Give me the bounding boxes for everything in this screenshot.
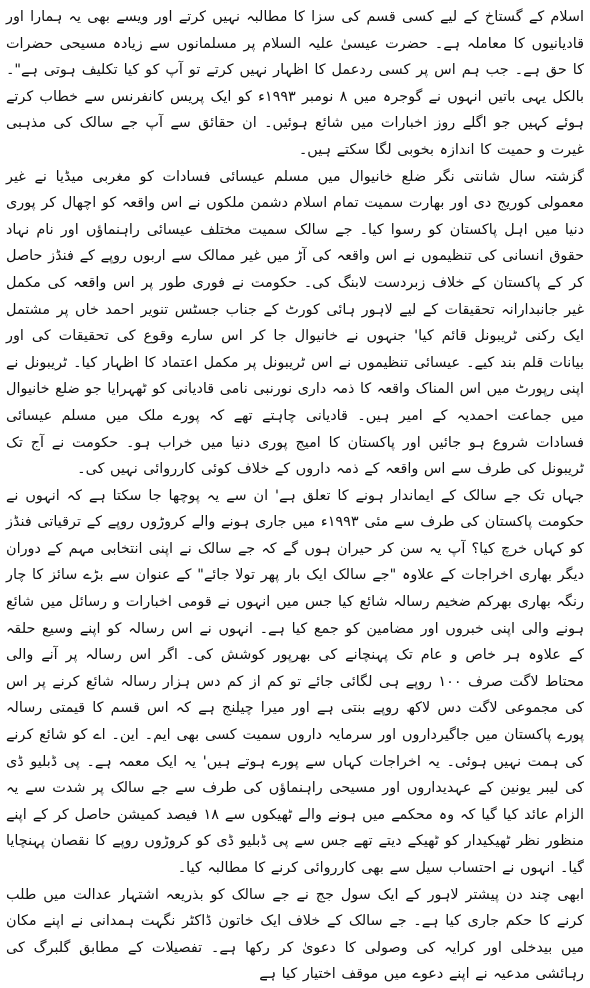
paragraph: جہاں تک جے سالک کے ایماندار ہونے کا تعلق ہے' ان سے یہ پوچھا جا سکتا ہے کہ انہوں نے حکومت پاکستان کی طرف سے مئی ۱۹۹۳ء میں جاری ہونے والے کروڑوں روپے کے ترقیاتی فنڈز کو کہاں خرچ کیا؟ آپ یہ سن کر حیران ہوں گے کہ جے سالک نے اپنی انتخابی مہم کے دوران دیگر بھاری اخراجات کے علاوہ "جے سالک ایک بار پھر تولا جائے" کے عنوان سے بڑے سائز کا چار رنگہ بھاری بھرکم ضخیم رسالہ شائع کیا جس میں انہوں نے قومی اخبارات و رسائل میں شائع ہونے والی اپنی خبروں اور مضامین کو جمع کیا ہے۔ انہوں نے اس رسالہ کو اپنے وسیع حلقہ کے علاوہ ہر خاص و عام تک پہنچانے کی بھرپور کوشش کی۔ اگر اس رسالہ پر آنے والی محتاط لاگت صرف ۱۰۰ روپے ہی لگائی جائے تو کم از کم دس ہزار رسالہ شائع کرنے پر اس کی مجموعی لاگت دس لاکھ روپے بنتی ہے اور میرا چیلنج ہے کہ اس قسم کا قیمتی رسالہ پورے پاکستان میں جاگیرداروں اور سرمایہ داروں سمیت کسی بھی ایم۔ این۔ اے کو شائع کرنے کی ہمت نہیں ہوئی۔ یہ اخراجات کہاں سے پورے ہوتے ہیں' یہ ایک معمہ ہے۔ پی ڈبلیو ڈی کی لیبر یونین کے عہدیداروں اور مسیحی راہنماؤں کی طرف سے جے سالک پر شدت سے یہ الزام عائد کیا گیا کہ وہ محکمے میں ہونے والے ٹھیکوں سے ۱۸ فیصد کمیشن حاصل کر کے اپنے منظور نظر ٹھیکیدار کو ٹھیکے دیتے تھے جس سے پی ڈبلیو ڈی کو کروڑوں روپے کا نقصان پہنچایا گیا۔ انہوں نے احتساب سیل سے بھی کارروائی کرنے کا مطالبہ کیا۔ — [6, 487, 584, 876]
paragraph: ابھی چند دن پیشتر لاہور کے ایک سول جج نے جے سالک کو بذریعہ اشتہار عدالت میں طلب کرنے کا حکم جاری کیا ہے۔ جے سالک کے خلاف ایک خاتون ڈاکٹر نگہت ہمدانی نے اپنے مکان میں بیدخلی اور کرایہ کی وصولی کا دعویٰ کر رکھا ہے۔ تفصیلات کے مطابق گلبرگ کی رہائشی مدعیہ نے اپنے دعوے میں موقف اختیار کیا ہے — [6, 886, 584, 983]
paragraph: گزشتہ سال شانتی نگر ضلع خانیوال میں مسلم عیسائی فسادات کو مغربی میڈیا نے غیر معمولی کوریج دی اور بھارت سمیت تمام اسلام دشمن ملکوں نے اس واقعہ کو اچھال کر پوری دنیا میں اہل پاکستان کو رسوا کیا۔ جے سالک سمیت مختلف عیسائی راہنماؤں اور نام نہاد حقوق انسانی کی تنظیموں نے اس واقعہ کی آڑ میں غیر ممالک سے اربوں روپے کے فنڈز حاصل کر کے پاکستان کے خلاف زبردست لابنگ کی۔ حکومت نے فوری طور پر اس واقعہ کی مکمل غیر جانبدارانہ تحقیقات کے لیے لاہور ہائی کورٹ کے جناب جسٹس تنویر احمد خاں پر مشتمل ایک رکنی ٹریبونل قائم کیا' جنہوں نے خانیوال جا کر اس سارے وقوع کی تحقیقات کی اور بیانات قلم بند کیے۔ عیسائی تنظیموں نے اس ٹریبونل پر مکمل اعتماد کا اظہار کیا۔ ٹریبونل نے اپنی رپورٹ میں اس المناک واقعہ کا ذمہ داری نورنبی نامی قادیانی کو ٹھہرایا جو ضلع خانیوال میں جماعت احمدیہ کے امیر ہیں۔ قادیانی چاہتے تھے کہ پورے ملک میں مسلم عیسائی فسادات شروع ہو جائیں اور پاکستان کا امیج پوری دنیا میں خراب ہو۔ حکومت نے آج تک ٹریبونل کی طرف سے اس واقعہ کے ذمہ داروں کے خلاف کوئی کارروائی نہیں کی۔ — [6, 168, 584, 478]
document-page — [0, 4, 590, 983]
paragraph: اسلام کے گستاخ کے لیے کسی قسم کی سزا کا مطالبہ نہیں کرتے اور ویسے بھی یہ ہمارا اور قادیانیوں کا معاملہ ہے۔ حضرت عیسیٰ علیہ السلام پر مسلمانوں سے زیادہ مسیحی حضرات کا حق ہے۔ جب ہم اس پر کسی ردعمل کا اظہار نہیں کرتے تو آپ کو کیا تکلیف ہوتی ہے"۔ بالکل یہی باتیں انہوں نے گوجرہ میں ۸ نومبر ۱۹۹۳ء کو ایک پریس کانفرنس سے خطاب کرتے ہوئے کہیں جو اگلے روز اخبارات میں شائع ہوئیں۔ ان حقائق سے آپ جے سالک کی مذہبی غیرت و حمیت کا اندازہ بخوبی لگا سکتے ہیں۔ — [6, 9, 585, 158]
